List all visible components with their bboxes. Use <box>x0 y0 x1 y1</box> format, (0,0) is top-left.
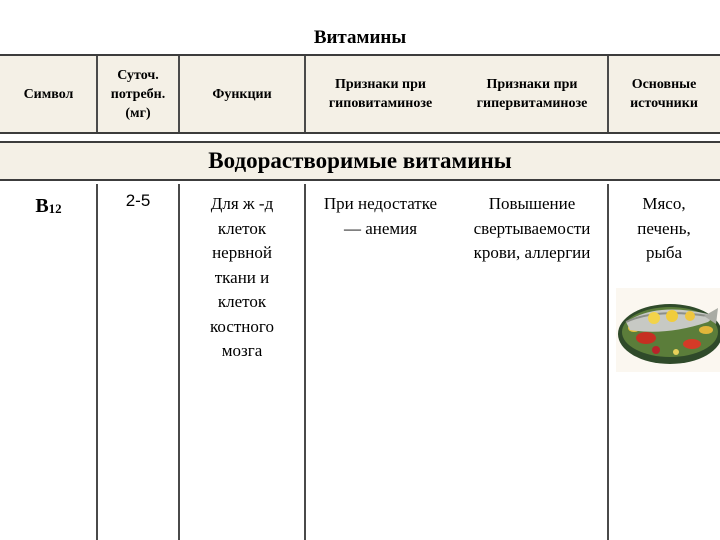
table-header <box>0 54 720 134</box>
column-divider <box>178 56 180 132</box>
header-hypo-line: Признаки при <box>334 77 426 92</box>
sources-cell <box>608 192 720 266</box>
functions-line: костного <box>210 316 274 336</box>
header-daily-need-line: Суточ. <box>117 67 159 83</box>
header-symbol <box>0 56 97 132</box>
header-hyper <box>456 56 608 132</box>
header-sources-line: источники <box>630 96 698 111</box>
header-daily-need-line: потребн. <box>110 86 166 102</box>
fish-dish-photo <box>616 288 720 372</box>
header-functions-label: Функции <box>212 86 272 102</box>
header-hyper-line: гипервитаминозе <box>476 96 588 111</box>
column-divider <box>607 56 609 132</box>
functions-line: клеток <box>217 292 267 311</box>
page-title: Витамины <box>313 27 407 48</box>
header-functions <box>179 56 305 132</box>
hyper-line: свертываемости <box>473 218 591 238</box>
header-daily-need-line: (мг) <box>125 105 151 121</box>
column-divider <box>96 56 98 132</box>
header-sources <box>608 56 720 132</box>
header-sources-line: Основные <box>631 77 697 92</box>
section-title: Водорастворимые витамины <box>0 141 720 181</box>
hypo-line: — анемия <box>343 218 418 238</box>
header-hypo <box>305 56 456 132</box>
hyper-line: Повышение <box>488 194 576 213</box>
table-row <box>0 184 720 540</box>
hyper-cell <box>456 192 608 266</box>
column-divider <box>304 56 306 132</box>
header-hyper-line: Признаки при <box>486 77 578 92</box>
vitamin-symbol <box>0 194 97 221</box>
sources-line: рыба <box>645 243 683 262</box>
functions-line: ткани и <box>214 267 270 287</box>
functions-line: Для ж -д <box>210 194 274 213</box>
header-daily-need <box>97 56 179 132</box>
functions-line: клеток <box>217 218 267 238</box>
vitamin-symbol-letter: B <box>35 195 49 217</box>
sources-line: Мясо, <box>642 194 686 213</box>
functions-line: мозга <box>221 341 263 360</box>
hyper-line: крови, аллергии <box>473 243 591 262</box>
column-divider <box>96 184 98 540</box>
functions-cell <box>179 192 305 364</box>
header-hypo-line: гиповитаминозе <box>328 96 433 111</box>
header-symbol-label: Символ <box>23 86 74 102</box>
vitamin-symbol-index: 12 <box>48 201 62 216</box>
sources-line: печень, <box>637 218 691 238</box>
hypo-line: При недостатке <box>323 194 438 213</box>
daily-amount: 2-5 <box>125 191 151 210</box>
hypo-cell <box>305 192 456 241</box>
functions-line: нервной <box>212 243 272 262</box>
